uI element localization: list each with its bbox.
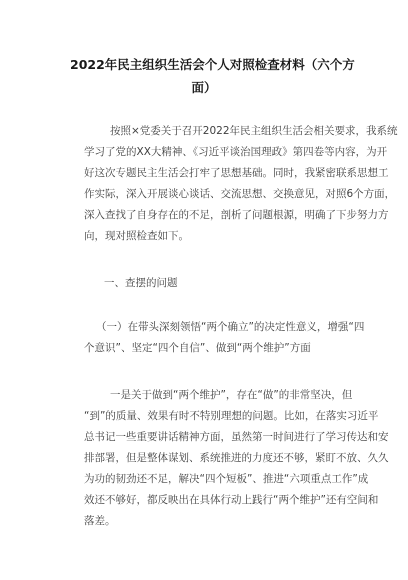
body-line: 落差。	[84, 515, 116, 527]
body-line: 排部署，但是整体谋划、系统推进的力度还不够，紧盯不放、久久	[84, 452, 389, 464]
document-title-line-2: 面）	[191, 80, 217, 95]
sub-heading-line: （一）在带头深刻领悟“两个确立”的决定性意义，增强“四	[96, 321, 365, 333]
intro-line: 深入查找了自身存在的不足，剖析了问题根源，明确了下步努力方	[84, 209, 389, 221]
document-title-line-1: 2022年民主组织生活会个人对照检查材料（六个方	[70, 57, 355, 72]
body-line: 效还不够好，都反映出在具体行动上践行“两个维护”还有空间和	[84, 494, 379, 506]
intro-line: 向，现对照检查如下。	[84, 230, 189, 242]
intro-line: 好这次专题民主生活会打牢了思想基础。同时，我紧密联系思想工	[84, 167, 389, 179]
body-line: “到”的质量、效果有时不特别理想的问题。比如，在落实习近平	[84, 410, 379, 422]
sub-heading-line: 个意识”、坚定“四个自信”、做到“两个维护”方面	[84, 342, 311, 354]
intro-line: 按照×党委关于召开2022年民主组织生活会相关要求，我系统	[110, 125, 398, 137]
intro-line: 作实际，深入开展谈心谈话、交流思想、交换意见，对照6个方面，	[84, 188, 396, 200]
intro-line: 学习了党的XX大精神、《习近平谈治国理政》第四卷等内容，为开	[84, 146, 388, 158]
body-line: 为功的韧劲还不足，解决“四个短板”、推进“六项重点工作”成	[84, 473, 369, 485]
section-heading: 一、查摆的问题	[104, 277, 178, 289]
body-line: 一是关于做到“两个维护”，存在“做”的非常坚决，但	[110, 389, 353, 401]
body-line: 总书记一些重要讲话精神方面，虽然第一时间进行了学习传达和安	[84, 431, 389, 443]
